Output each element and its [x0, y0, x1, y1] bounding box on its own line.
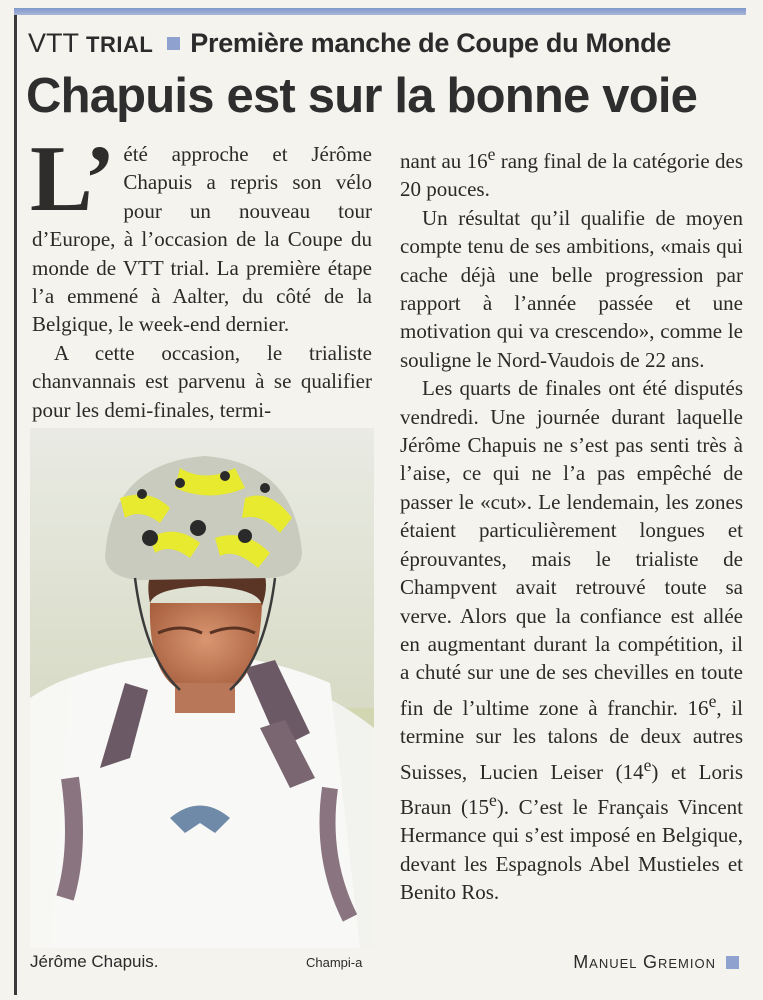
- top-accent-rule: [14, 8, 746, 15]
- kicker-subject: Première manche de Coupe du Monde: [190, 28, 671, 58]
- article-paragraph: A cette occasion, le trialiste chanvannais est parvenu à se qualifier pour les demi-finales, termi-: [32, 340, 372, 422]
- author-last-name: Gremion: [642, 952, 716, 972]
- rider-photo-illustration: [30, 428, 374, 948]
- photo-credit: Champi-a: [306, 955, 363, 970]
- article-column-left: [30, 127, 372, 424]
- photo-caption: Jérôme Chapuis.: [30, 952, 159, 971]
- author-byline: [573, 952, 739, 973]
- headline: Chapuis est sur la bonne voie: [26, 69, 698, 123]
- ordinal-suffix: e: [708, 690, 717, 711]
- square-end-mark-icon: [726, 956, 739, 969]
- paragraph-text: ) et Loris Braun (15: [400, 759, 743, 819]
- article-photo: [30, 428, 374, 948]
- kicker-rubric: VTT: [28, 28, 79, 58]
- article-paragraph: [400, 140, 743, 204]
- paragraph-text: ). C’est le Français Vincent Hermance qui s’est imposé en Belgique, devant les Espagnols Abel Mustieles et Benito Ros.: [400, 794, 743, 905]
- article-column-right: [400, 140, 743, 907]
- paragraph-text: rang final de la catégorie des 20 pouces.: [400, 149, 743, 202]
- author-first-name: Manuel: [573, 952, 638, 972]
- paragraph-text: Les quarts de finales ont été disputés vendredi. Une journée durant laquelle Jérôme Chapuis ne s’est pas senti très à l’aise, ce qui ne l’a pas empêché de passer le «cut». Le lendemain, les zones étaient particulièrement longues et éprouvantes, mais le trialiste de Champvent avait retrouvé toute sa verve. Alors que la confiance est allée en augmentant durant la compétition, il a chuté sur une de ses chevilles en toute fin de l’ultime zone à franchir. 16: [400, 376, 743, 720]
- article-paragraph: [30, 127, 372, 339]
- ordinal-suffix: e: [488, 789, 497, 810]
- article-paragraph: Un résultat qu’il qualifie de moyen compte tenu de ses ambitions, «mais qui cache déjà une belle progression par rapport à l’année passée et une motivation qui va crescendo», comme le souligne le Nord-Vaudois de 22 ans.: [400, 205, 743, 372]
- paragraph-text: , il termine sur les talons de deux autres Suisses, Lucien Leiser (14: [400, 695, 743, 784]
- article-paragraph: [400, 374, 743, 906]
- left-column-rule: [14, 15, 17, 995]
- ordinal-suffix: e: [643, 754, 652, 775]
- paragraph-text: nant au 16: [400, 149, 488, 173]
- kicker-rubric-2: TRIAL: [86, 32, 154, 57]
- kicker-line: [28, 26, 748, 62]
- square-bullet-icon: [167, 37, 180, 50]
- drop-cap: L’: [30, 127, 116, 231]
- ordinal-suffix: e: [487, 144, 496, 164]
- paragraph-text: été approche et Jérôme Chapuis a repris son vélo pour un nouveau tour d’Europe, à l’occasion de la Coupe du monde de VTT trial. La première étape l’a emmené à Aalter, du côté de la Belgique, le week-end dernier.: [32, 142, 372, 337]
